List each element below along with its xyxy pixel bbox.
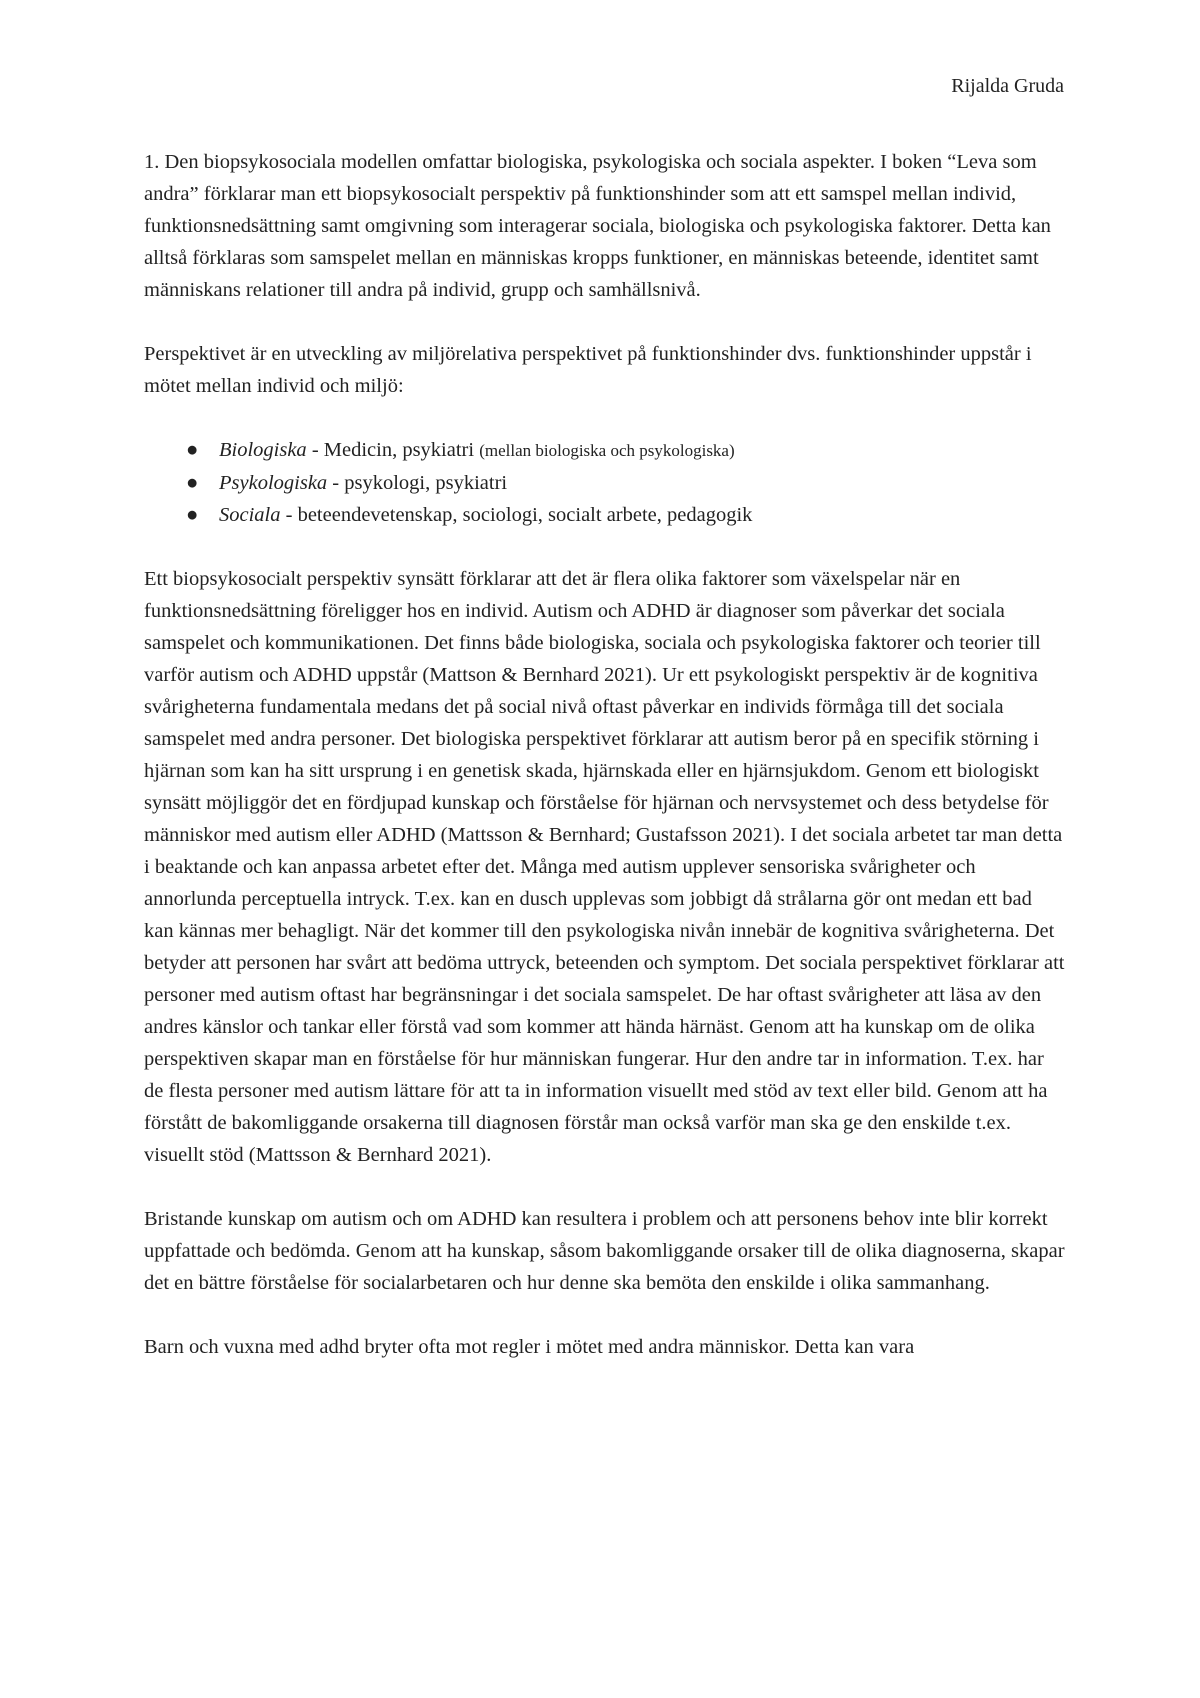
list-item-psykologiska [186, 467, 1066, 499]
paragraph-knowledge: Bristande kunskap om autism och om ADHD kan resultera i problem och att personens behov inte blir korrekt uppfattade och bedömda. Genom att ha kunskap, såsom bakomliggande orsaker till de olika diagnoserna, skapar det en bättre förståelse för socialarbetaren och hur denne ska bemöta den enskilde i olika sammanhang. [144, 1208, 1065, 1294]
paragraph-adhd: Barn och vuxna med adhd bryter ofta mot regler i mötet med andra människor. Detta kan vara [144, 1336, 915, 1358]
bullet-icon: ● [186, 472, 199, 494]
list-term: Sociala [219, 504, 281, 526]
bullet-icon: ● [186, 504, 199, 526]
list-text: - psykologi, psykiatri [327, 472, 508, 494]
paragraph-intro: 1. Den biopsykosociala modellen omfattar biologiska, psykologiska och sociala aspekter. I boken “Leva som andra” förklarar man ett biopsykosocialt perspektiv på funktionshinder som att ett samspel mellan individ, funktionsnedsättning samt omgivning som interagerar sociala, biologiska och psykologiska faktorer. Detta kan alltså förklaras som samspelet mellan en människas kropps funktioner, en människas beteende, identitet samt människans relationer till andra på individ, grupp och samhällsnivå. [144, 151, 1051, 301]
list-item-biologiska [186, 434, 1066, 467]
bullet-icon: ● [186, 439, 199, 461]
perspective-list [144, 434, 1066, 531]
list-note: (mellan biologiska och psykologiska) [479, 441, 735, 460]
list-item-sociala [186, 499, 1066, 531]
author-name: Rijalda Gruda [951, 75, 1064, 97]
list-term: Biologiska [219, 439, 307, 461]
paragraph-perspective: Perspektivet är en utveckling av miljörelativa perspektivet på funktionshinder dvs. funktionshinder uppstår i mötet mellan individ och miljö: [144, 343, 1032, 397]
list-text: - Medicin, psykiatri [306, 439, 480, 461]
list-text: - beteendevetenskap, sociologi, socialt arbete, pedagogik [280, 504, 753, 526]
document-body [144, 146, 1066, 1395]
paragraph-biopsychosocial: Ett biopsykosocialt perspektiv synsätt förklarar att det är flera olika faktorer som växelspelar när en funktionsnedsättning föreligger hos en individ. Autism och ADHD är diagnoser som påverkar det sociala samspelet och kommunikationen. Det finns både biologiska, sociala och psykologiska faktorer och teorier till varför autism och ADHD uppstår (Mattson & Bernhard 2021). Ur ett psykologiskt perspektiv är de kognitiva svårigheterna fundamentala medans det på social nivå oftast påverkar en individs förmåga till det sociala samspelet med andra personer. Det biologiska perspektivet förklarar att autism beror på en specifik störning i hjärnan som kan ha sitt ursprung i en genetisk skada, hjärnskada eller en hjärnsjukdom. Genom ett biologiskt synsätt möjliggör det en fördjupad kunskap och förståelse för hjärnan och nervsystemet och dess betydelse för människor med autism eller ADHD (Mattsson & Bernhard; Gustafsson 2021). I det sociala arbetet tar man detta i beaktande och kan anpassa arbetet efter det. Många med autism upplever sensoriska svårigheter och annorlunda perceptuella intryck. T.ex. kan en dusch upplevas som jobbigt då strålarna gör ont medan ett bad kan kännas mer behagligt. När det kommer till den psykologiska nivån innebär de kognitiva svårigheterna. Det betyder att personen har svårt att bedöma uttryck, beteenden och symptom. Det sociala perspektivet förklarar att personer med autism oftast har begränsningar i det sociala samspelet. De har oftast svårigheter att läsa av den andres känslor och tankar eller förstå vad som kommer att hända härnäst. Genom att ha kunskap om de olika perspektiven skapar man en förståelse för hur människan fungerar. Hur den andre tar in information. T.ex. har de flesta personer med autism lättare för att ta in information visuellt med stöd av text eller bild. Genom att ha förstått de bakomliggande orsakerna till diagnosen förstår man också varför man ska ge den enskilde t.ex. visuellt stöd (Mattsson & Bernhard 2021). [144, 568, 1065, 1166]
list-term: Psykologiska [219, 472, 328, 494]
